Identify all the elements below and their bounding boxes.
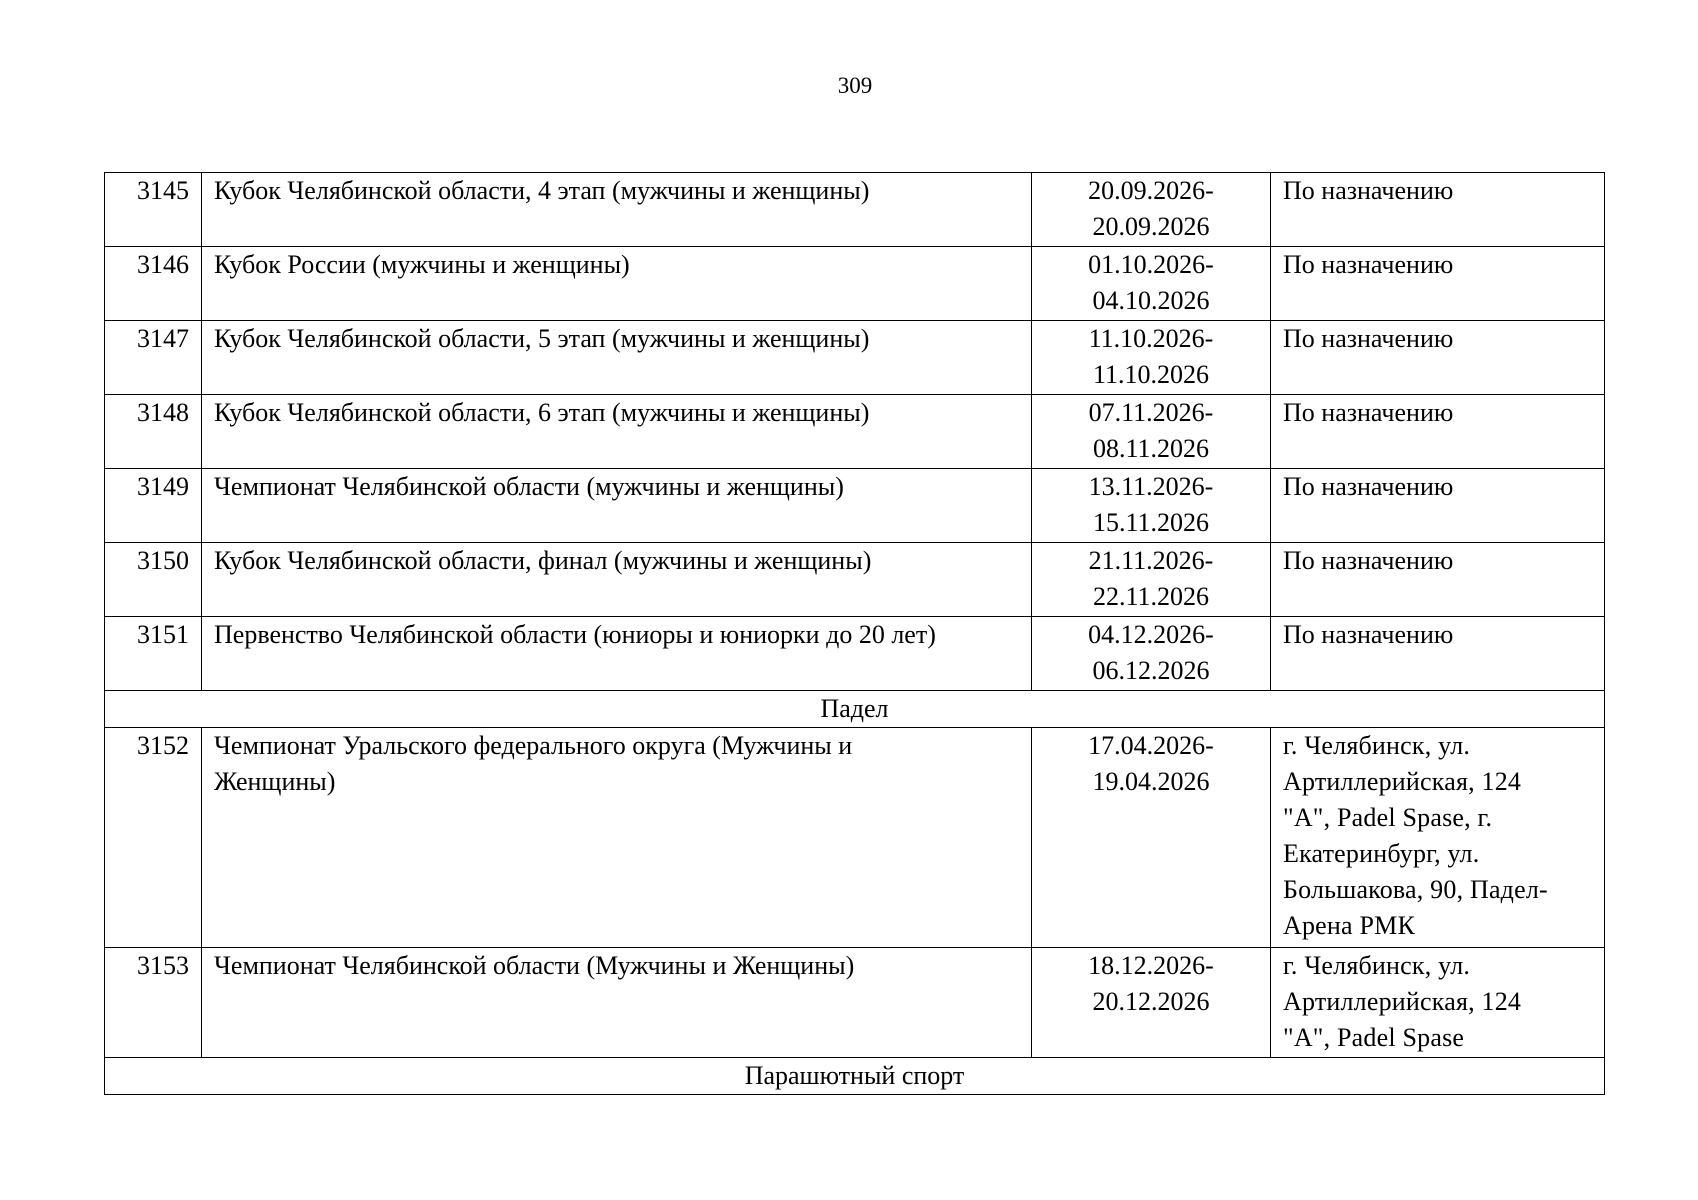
event-dates: [1032, 395, 1271, 469]
event-number: 3145: [105, 173, 202, 247]
place-line: "А", Padel Spase: [1283, 1023, 1465, 1052]
event-name: Первенство Челябинской области (юниоры и юниорки до 20 лет): [202, 617, 1032, 691]
event-name: Кубок Челябинской области, 5 этап (мужчины и женщины): [202, 321, 1032, 395]
event-place: [1271, 948, 1605, 1058]
event-name: Кубок Челябинской области, финал (мужчины и женщины): [202, 543, 1032, 617]
event-name: Кубок Челябинской области, 6 этап (мужчины и женщины): [202, 395, 1032, 469]
table-row: [105, 543, 1605, 617]
date-to: 15.11.2026: [1092, 508, 1210, 537]
table-row: [105, 728, 1605, 948]
date-to: 20.09.2026: [1092, 212, 1210, 241]
date-to: 11.10.2026: [1092, 360, 1210, 389]
date-from: 04.12.2026-: [1088, 620, 1214, 649]
event-dates: [1032, 728, 1271, 948]
date-to: 08.11.2026: [1092, 434, 1210, 463]
event-number: 3146: [105, 247, 202, 321]
table-row: [105, 173, 1605, 247]
date-to: 04.10.2026: [1092, 286, 1210, 315]
section-title-parachute: Парашютный спорт: [105, 1058, 1605, 1095]
date-from: 13.11.2026-: [1088, 472, 1214, 501]
event-name: Чемпионат Челябинской области (мужчины и женщины): [202, 469, 1032, 543]
event-number: 3152: [105, 728, 202, 948]
event-number: 3151: [105, 617, 202, 691]
date-to: 19.04.2026: [1092, 767, 1210, 796]
event-number: 3149: [105, 469, 202, 543]
place-line: Большакова, 90, Падел-: [1283, 875, 1548, 904]
event-dates: [1032, 543, 1271, 617]
table-row: [105, 247, 1605, 321]
event-dates: [1032, 469, 1271, 543]
event-place: [1271, 728, 1605, 948]
event-place: По назначению: [1271, 543, 1605, 617]
date-to: 20.12.2026: [1092, 987, 1210, 1016]
event-dates: [1032, 321, 1271, 395]
table-row: [105, 617, 1605, 691]
place-line: Артиллерийская, 124: [1283, 987, 1522, 1016]
event-number: 3153: [105, 948, 202, 1058]
date-from: 17.04.2026-: [1088, 731, 1214, 760]
table-row: [105, 948, 1605, 1058]
table-row: [105, 395, 1605, 469]
event-place: По назначению: [1271, 173, 1605, 247]
place-line: г. Челябинск, ул.: [1283, 731, 1471, 760]
table-row: [105, 321, 1605, 395]
event-dates: [1032, 617, 1271, 691]
event-name-line: Чемпионат Уральского федерального округа (Мужчины и: [214, 731, 853, 760]
place-line: Арена РМК: [1283, 911, 1415, 940]
date-from: 20.09.2026-: [1088, 176, 1214, 205]
date-from: 21.11.2026-: [1088, 546, 1214, 575]
event-name: Кубок России (мужчины и женщины): [202, 247, 1032, 321]
date-to: 06.12.2026: [1092, 656, 1210, 685]
section-title-padel: Падел: [105, 691, 1605, 728]
event-place: По назначению: [1271, 247, 1605, 321]
events-table: [104, 172, 1605, 1095]
date-to: 22.11.2026: [1092, 582, 1210, 611]
section-header-row: [105, 1058, 1605, 1095]
section-header-row: [105, 691, 1605, 728]
event-dates: [1032, 247, 1271, 321]
event-place: По назначению: [1271, 395, 1605, 469]
event-name: Кубок Челябинской области, 4 этап (мужчины и женщины): [202, 173, 1032, 247]
date-from: 01.10.2026-: [1088, 250, 1214, 279]
place-line: "А", Padel Spase, г.: [1283, 803, 1493, 832]
event-place: По назначению: [1271, 617, 1605, 691]
event-place: По назначению: [1271, 469, 1605, 543]
event-place: По назначению: [1271, 321, 1605, 395]
event-number: 3148: [105, 395, 202, 469]
date-from: 18.12.2026-: [1088, 951, 1214, 980]
event-name: Чемпионат Челябинской области (Мужчины и Женщины): [202, 948, 1032, 1058]
event-dates: [1032, 173, 1271, 247]
date-from: 07.11.2026-: [1088, 398, 1214, 427]
event-name-line: Женщины): [214, 767, 336, 796]
event-number: 3150: [105, 543, 202, 617]
table-row: [105, 469, 1605, 543]
place-line: Артиллерийская, 124: [1283, 767, 1522, 796]
date-from: 11.10.2026-: [1088, 324, 1214, 353]
event-number: 3147: [105, 321, 202, 395]
place-line: г. Челябинск, ул.: [1283, 951, 1471, 980]
event-name: [202, 728, 1032, 948]
event-dates: [1032, 948, 1271, 1058]
place-line: Екатеринбург, ул.: [1283, 839, 1480, 868]
page-number: 309: [837, 73, 873, 98]
